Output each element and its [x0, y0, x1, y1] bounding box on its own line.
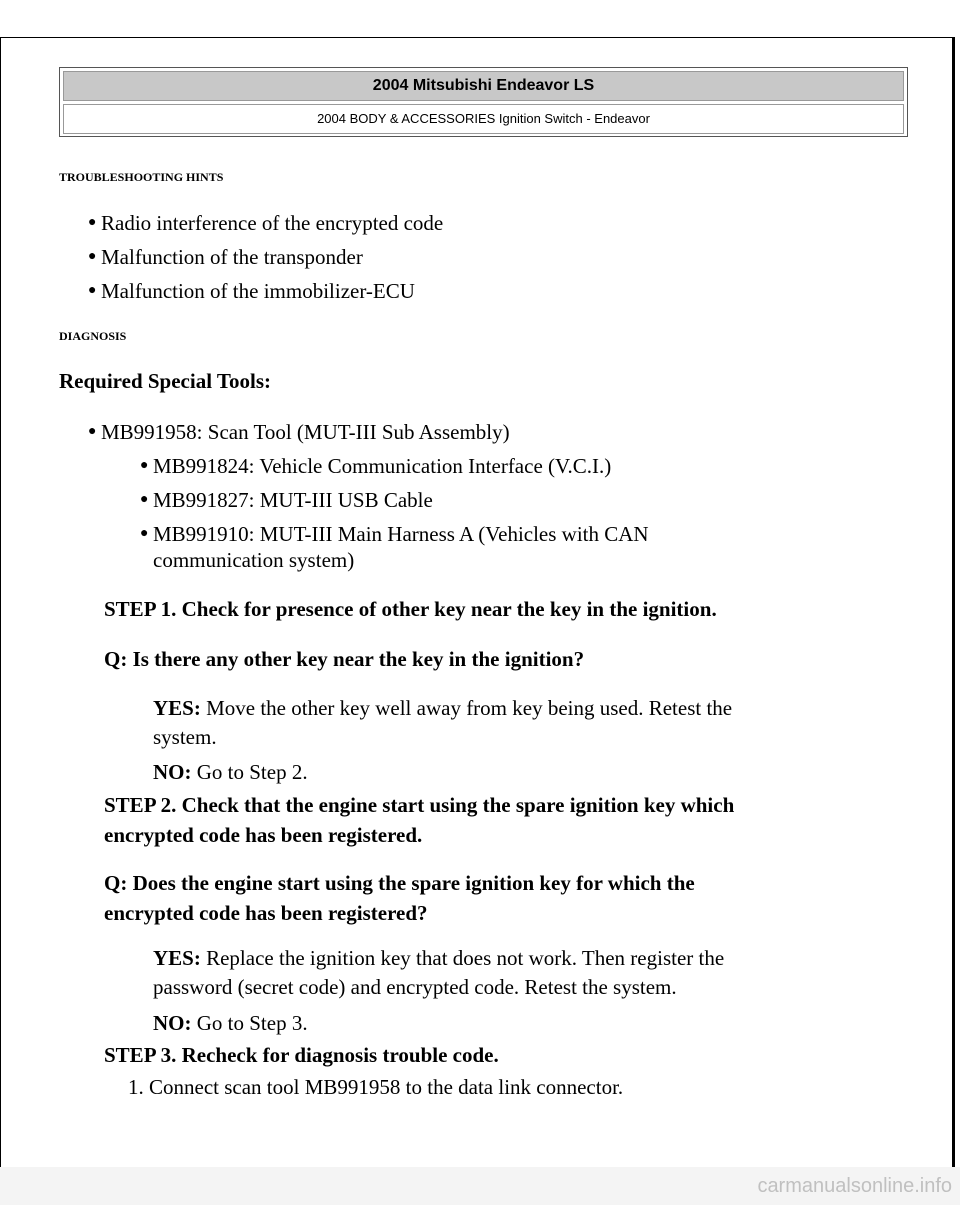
- troubleshooting-heading: TROUBLESHOOTING HINTS: [59, 170, 224, 184]
- step2-question: Q: Does the engine start using the spare ignition key for which the: [104, 871, 695, 895]
- yes-text: Move the other key well away from key being used. Retest the: [206, 696, 733, 720]
- list-item-continuation: communication system): [153, 548, 355, 572]
- bullet-icon: ●: [88, 283, 97, 298]
- diagnosis-heading: DIAGNOSIS: [59, 329, 127, 343]
- no-text: Go to Step 2.: [196, 760, 308, 784]
- step2-yes-line: [153, 944, 724, 973]
- yes-text: Replace the ignition key that does not work. Then register the: [206, 946, 725, 970]
- bullet-icon: ●: [88, 249, 97, 264]
- yes-label: YES:: [153, 696, 201, 720]
- list-item: [140, 453, 612, 479]
- list-item: [88, 244, 363, 270]
- required-tools-heading: Required Special Tools:: [59, 369, 271, 393]
- step1-title: STEP 1. Check for presence of other key near the key in the ignition.: [104, 597, 717, 621]
- list-item: [140, 487, 433, 513]
- step2-title: STEP 2. Check that the engine start using the spare ignition key which: [104, 793, 735, 817]
- yes-label: YES:: [153, 946, 201, 970]
- bullet-icon: ●: [88, 215, 97, 230]
- header-title: 2004 Mitsubishi Endeavor LS: [63, 71, 904, 101]
- watermark: carmanualsonline.info: [757, 1175, 952, 1197]
- no-label: NO:: [153, 760, 192, 784]
- list-item-text: MB991910: MUT-III Main Harness A (Vehicles with CAN: [153, 522, 649, 546]
- step1-yes-continuation: system.: [153, 725, 217, 749]
- no-label: NO:: [153, 1011, 192, 1035]
- list-item: [88, 278, 415, 304]
- bullet-icon: ●: [88, 424, 97, 439]
- list-item-text: MB991958: Scan Tool (MUT-III Sub Assembly): [101, 420, 510, 444]
- step2-yes-continuation: password (secret code) and encrypted code. Retest the system.: [153, 975, 677, 999]
- list-item-text: Radio interference of the encrypted code: [101, 211, 444, 235]
- document-header: [59, 67, 908, 137]
- bullet-icon: ●: [140, 458, 149, 473]
- list-item-text: Malfunction of the immobilizer-ECU: [101, 279, 415, 303]
- list-item-text: Malfunction of the transponder: [101, 245, 363, 269]
- step2-title-continuation: encrypted code has been registered.: [104, 823, 423, 847]
- footer: [0, 1167, 960, 1205]
- step2-no-line: [153, 1009, 308, 1038]
- no-text: Go to Step 3.: [196, 1011, 308, 1035]
- bullet-icon: ●: [140, 492, 149, 507]
- bullet-icon: ●: [140, 526, 149, 541]
- header-subtitle: 2004 BODY & ACCESSORIES Ignition Switch - Endeavor: [63, 104, 904, 134]
- step3-title: STEP 3. Recheck for diagnosis trouble code.: [104, 1043, 499, 1067]
- list-item-text: MB991827: MUT-III USB Cable: [153, 488, 433, 512]
- step1-yes-line: [153, 694, 732, 723]
- step3-item-1: 1. Connect scan tool MB991958 to the data link connector.: [128, 1075, 624, 1099]
- list-item: [140, 521, 649, 547]
- list-item: [88, 210, 444, 236]
- step2-question-continuation: encrypted code has been registered?: [104, 901, 428, 925]
- step1-question: Q: Is there any other key near the key in the ignition?: [104, 647, 585, 671]
- list-item: [88, 419, 510, 445]
- step1-no-line: [153, 758, 308, 787]
- list-item-text: MB991824: Vehicle Communication Interface (V.C.I.): [153, 454, 612, 478]
